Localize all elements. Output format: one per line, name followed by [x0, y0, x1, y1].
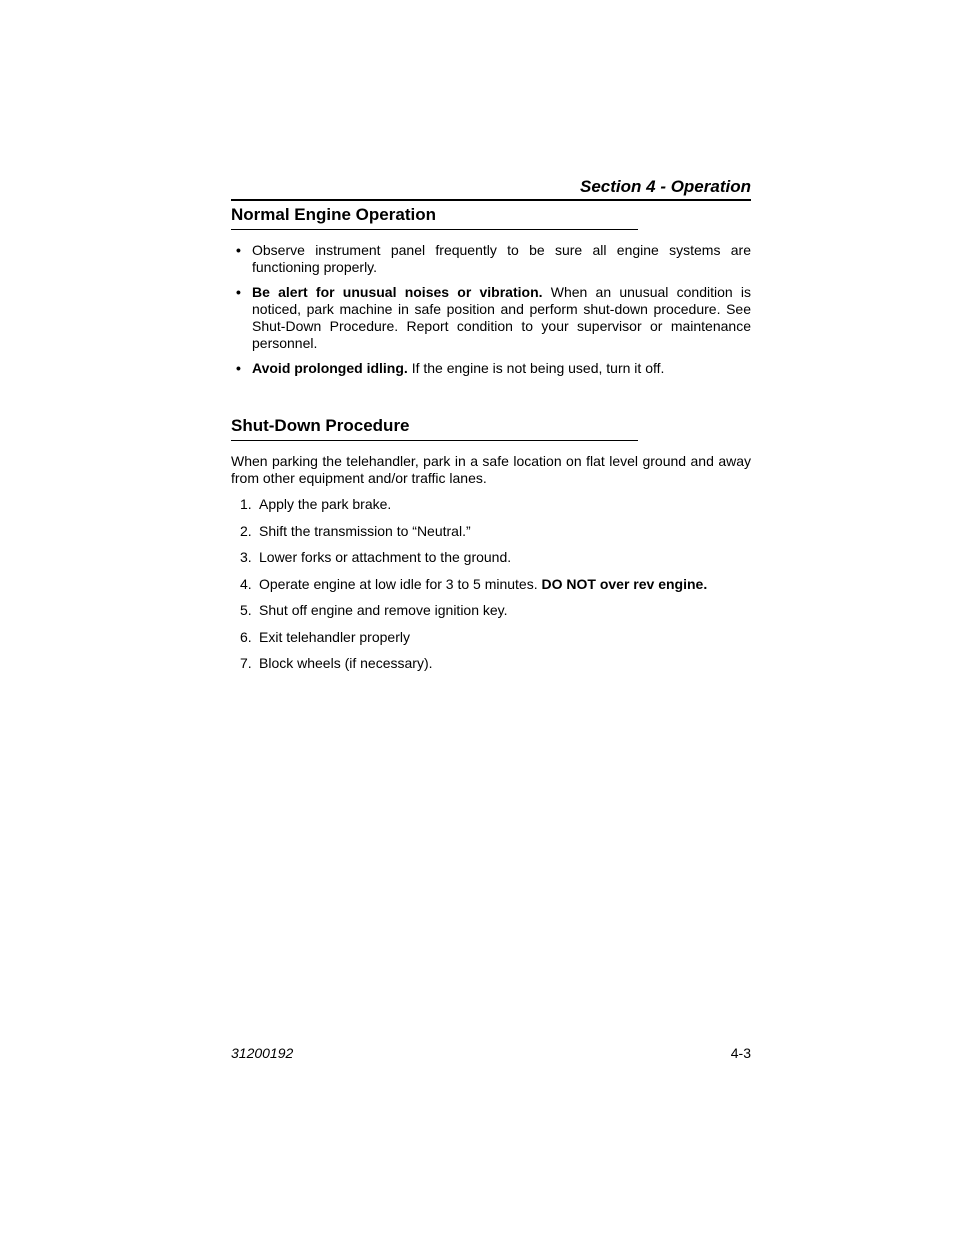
list-item — [231, 284, 751, 352]
list-item — [231, 523, 751, 540]
step-number: 4. — [240, 575, 252, 592]
step-text: Exit telehandler properly — [259, 628, 410, 645]
shut-down-steps-list — [231, 496, 751, 682]
step-text: Lower forks or attachment to the ground. — [259, 549, 512, 565]
manual-page — [231, 0, 751, 1235]
bullet-text: Observe instrument panel frequently to be sure all engine systems are functioning properly. — [252, 242, 751, 275]
bullet-text: When an unusual condition is noticed, park machine in safe position and perform shut-down procedure. See Shut-Down Procedure. Report condition to your supervisor or maintenance personnel. — [252, 284, 751, 351]
list-item — [231, 242, 751, 276]
bullet-bold-lead: Be alert for unusual noises or vibration. — [252, 284, 543, 300]
step-warning-text: DO NOT over rev engine. — [541, 575, 708, 592]
step-text: Block wheels (if necessary). — [259, 655, 433, 671]
section-header — [231, 176, 751, 201]
normal-engine-bullet-list — [231, 242, 751, 385]
shut-down-procedure-heading: Shut-Down Procedure — [231, 416, 638, 441]
normal-engine-operation-heading: Normal Engine Operation — [231, 205, 638, 230]
bullet-icon: • — [236, 242, 241, 258]
list-item — [231, 655, 751, 672]
step-text: Apply the park brake. — [259, 496, 392, 512]
section-title: Section 4 - Operation — [580, 177, 751, 196]
step-text: Shift the transmission to “Neutral.” — [259, 522, 471, 539]
list-item — [231, 629, 751, 646]
shut-down-intro-paragraph: When parking the telehandler, park in a safe location on flat level ground and away from other equipment and/or traffic lanes. — [231, 453, 751, 486]
step-number: 7. — [240, 655, 252, 671]
list-item — [231, 360, 751, 377]
bullet-icon: • — [236, 360, 241, 376]
bullet-text: If the engine is not being used, turn it off. — [407, 360, 665, 376]
step-number: 2. — [240, 522, 252, 539]
document-number: 31200192 — [231, 1045, 294, 1061]
step-number: 3. — [240, 549, 252, 565]
step-text: Operate engine at low idle for 3 to 5 minutes. — [259, 575, 542, 592]
bullet-icon: • — [236, 284, 241, 300]
list-item — [231, 602, 751, 619]
step-number: 5. — [240, 602, 252, 618]
step-number: 6. — [240, 628, 252, 645]
page-number: 4-3 — [730, 1045, 751, 1061]
list-item — [231, 496, 751, 513]
list-item — [231, 549, 751, 566]
list-item — [231, 576, 751, 593]
step-number: 1. — [240, 496, 252, 512]
step-text: Shut off engine and remove ignition key. — [259, 602, 508, 618]
bullet-bold-lead: Avoid prolonged idling. — [252, 360, 408, 376]
